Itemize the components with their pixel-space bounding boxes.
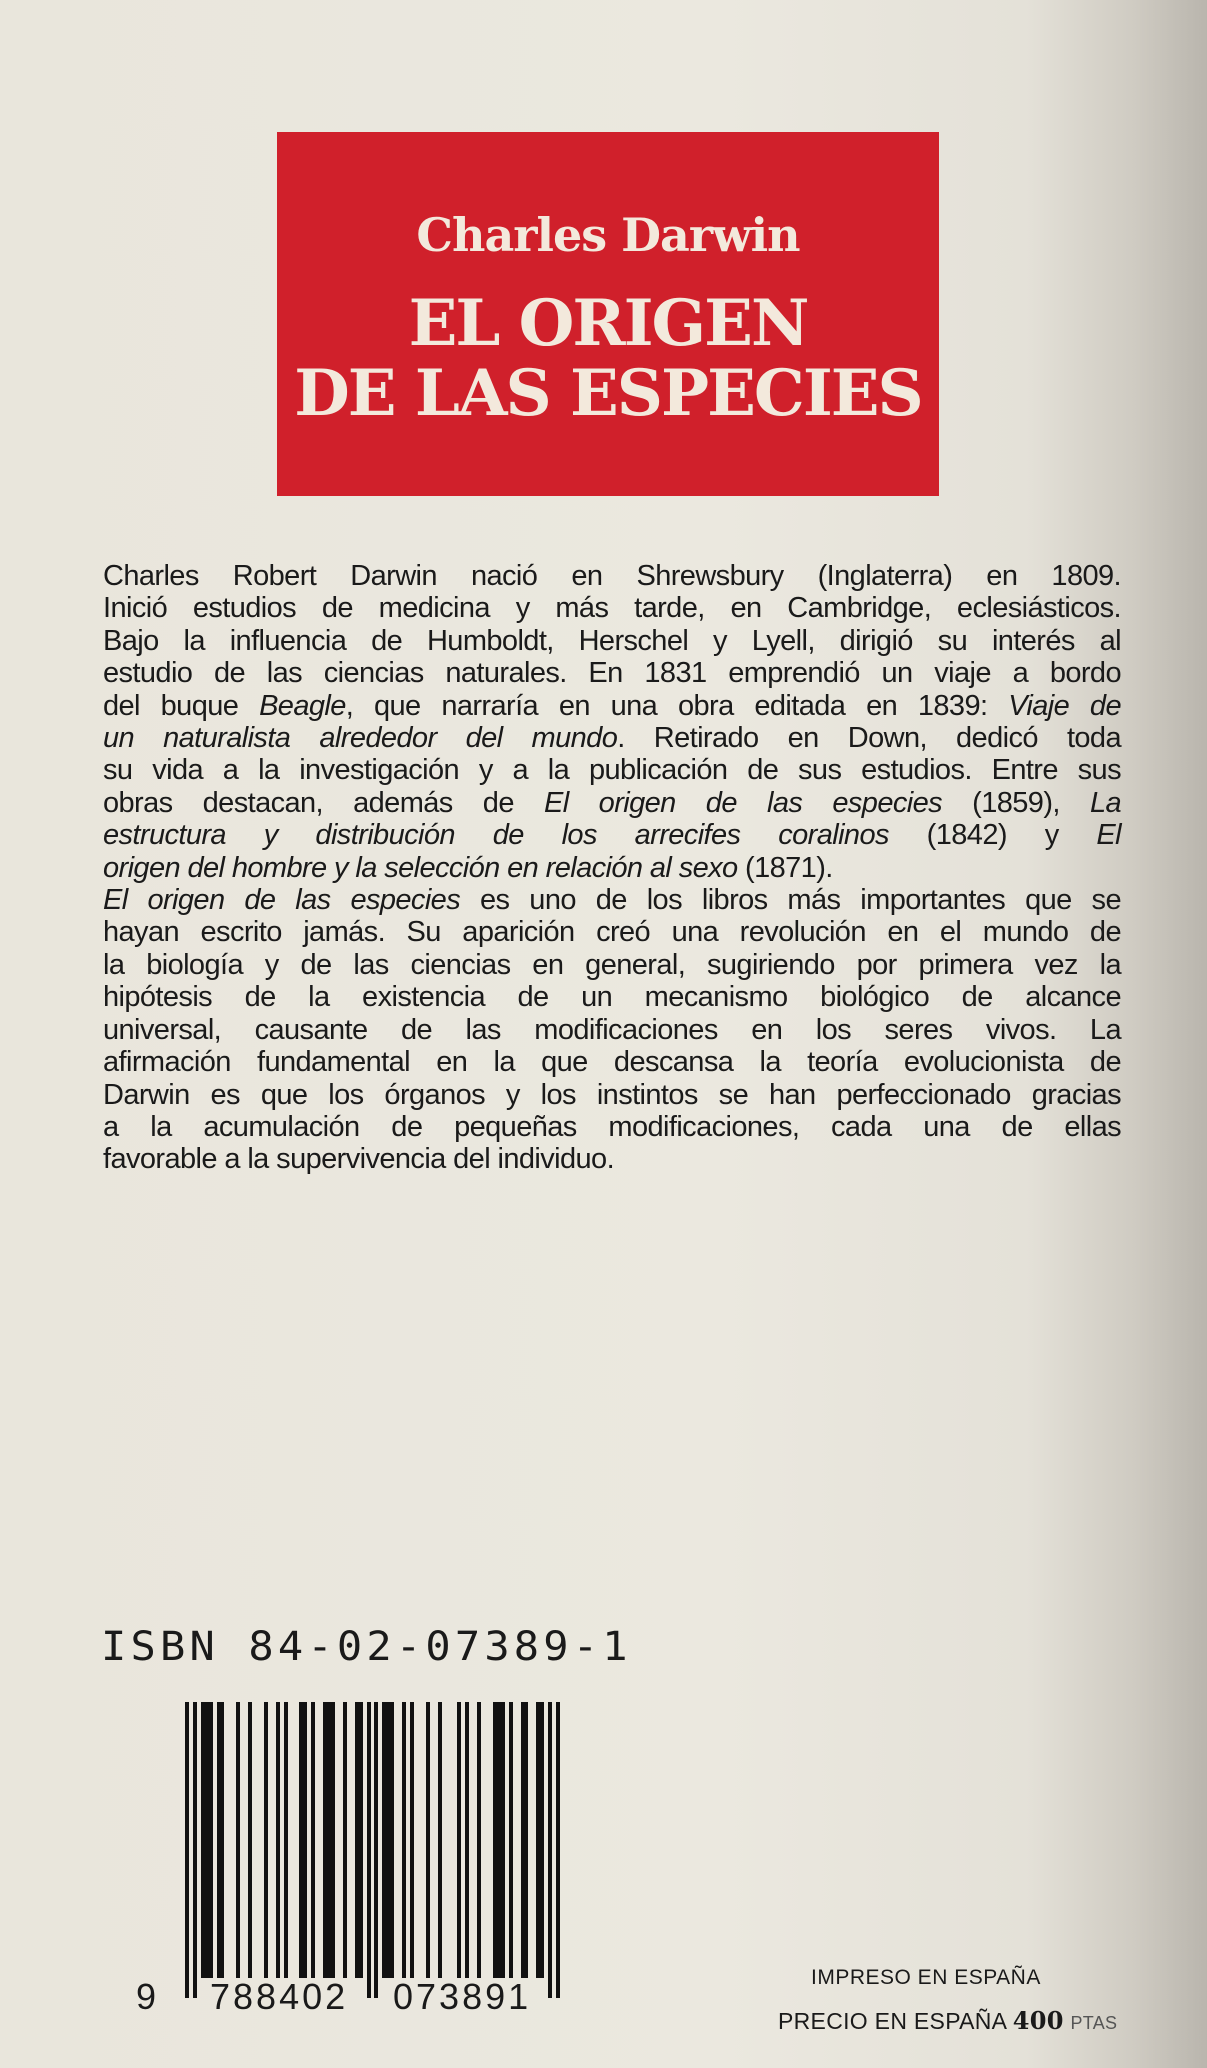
blurb-line-text <box>103 625 1121 657</box>
barcode-bar <box>323 1702 335 1978</box>
text-segment: es uno de los libros más importantes que se <box>460 884 1121 917</box>
italic-title: La <box>1089 786 1122 819</box>
text-segment: Inició estudios de medicina y más tarde, en Cambridge, eclesiásticos. <box>103 592 1121 625</box>
text-segment: (1842) y <box>888 819 1097 852</box>
barcode-bar <box>355 1702 363 1978</box>
isbn-number: ISBN 84-02-07389-1 <box>101 1624 632 1670</box>
text-segment: Darwin es que los órganos y los instintos se han perfeccionado gracias <box>103 1078 1121 1111</box>
barcode-bar <box>402 1702 406 1978</box>
blurb-line-text <box>103 819 1121 851</box>
blurb-line-text <box>103 949 1121 981</box>
blurb-line <box>103 1046 1121 1078</box>
text-segment: Charles Robert Darwin nació en Shrewsbury (Inglaterra) en 1809. <box>103 560 1121 592</box>
text-segment: del buque <box>103 689 260 722</box>
text-segment: favorable a la supervivencia del individuo. <box>103 1143 615 1176</box>
blurb-line-text <box>103 1143 614 1175</box>
barcode-bar <box>410 1702 414 1978</box>
barcode-bar <box>217 1702 225 1978</box>
italic-title: un naturalista alrededor del mundo <box>103 722 618 755</box>
blurb-line <box>103 754 1121 786</box>
blurb-line-text <box>103 560 1121 592</box>
blurb-line-text <box>103 1079 1121 1111</box>
blurb-line-text <box>103 981 1121 1013</box>
italic-title: Beagle <box>259 689 346 722</box>
barcode-bar <box>556 1702 560 1998</box>
italic-title: El origen de las especies <box>543 786 943 819</box>
barcode-bar <box>236 1702 240 1978</box>
italic-title: El <box>1096 819 1121 852</box>
blurb-line-text <box>103 1014 1121 1046</box>
barcode-bar <box>426 1702 430 1978</box>
text-segment: obras destacan, además de <box>103 786 544 819</box>
barcode-digit-first: 9 <box>136 1976 157 2017</box>
barcode-bar <box>185 1702 189 1998</box>
blurb-line <box>103 592 1121 624</box>
text-segment: universal, causante de las modificaciones en los seres vivos. La <box>103 1013 1121 1046</box>
text-segment: estudio de las ciencias naturales. En 1831 emprendió un viaje a bordo <box>103 657 1121 690</box>
blurb-line-text <box>103 916 1121 948</box>
blurb-line <box>103 1143 1121 1175</box>
text-segment: su vida a la investigación y a la publicación de sus estudios. Entre sus <box>103 754 1121 787</box>
blurb-line <box>103 1111 1121 1143</box>
text-segment: (1859), <box>942 786 1090 819</box>
barcode-bar <box>457 1702 461 1978</box>
barcode-bar <box>193 1702 197 1998</box>
italic-title: Viaje de <box>1008 689 1121 722</box>
blurb-line <box>103 852 1121 884</box>
blurb-line <box>103 1079 1121 1111</box>
blurb-line <box>103 560 1121 592</box>
blurb-line <box>103 884 1121 916</box>
barcode-bar <box>248 1702 252 1978</box>
italic-title: estructura y distribución de los arrecifes coralinos <box>103 819 889 852</box>
barcode-bar <box>311 1702 315 1978</box>
book-title-line-2: DE LAS ESPECIES <box>294 356 922 431</box>
text-segment: a la acumulación de pequeñas modificaciones, cada una de ellas <box>103 1110 1121 1143</box>
barcode-bar <box>521 1702 529 1978</box>
barcode-bar <box>367 1702 371 1998</box>
price-value: 400 <box>1012 2006 1064 2035</box>
barcode-digits-left: 788402 <box>210 1976 349 2017</box>
barcode-bar <box>493 1702 505 1978</box>
barcode-bar <box>276 1702 280 1978</box>
price-line <box>778 2006 1117 2035</box>
blurb-line <box>103 981 1121 1013</box>
blurb-line <box>103 722 1121 754</box>
blurb-line <box>103 690 1121 722</box>
blurb-line-text <box>103 852 833 884</box>
blurb-line <box>103 949 1121 981</box>
text-segment: la biología y de las ciencias en general, sugiriendo por primera vez la <box>103 948 1121 981</box>
barcode-bar <box>548 1702 552 1998</box>
price-unit: PTAS <box>1070 2013 1118 2033</box>
barcode-bar <box>477 1702 481 1978</box>
printed-in-label: IMPRESO EN ESPAÑA <box>811 1966 1041 1989</box>
price-label: PRECIO EN ESPAÑA <box>778 2008 1007 2034</box>
blurb-line <box>103 819 1121 851</box>
text-segment: hayan escrito jamás. Su aparición creó una revolución en el mundo de <box>103 916 1121 949</box>
text-segment: Bajo la influencia de Humboldt, Herschel y Lyell, dirigió su interés al <box>103 624 1121 657</box>
barcode-bar <box>374 1702 378 1998</box>
blurb-text <box>103 560 1121 1176</box>
barcode-bar <box>465 1702 469 1978</box>
blurb-line-text <box>103 1046 1121 1078</box>
barcode-bar <box>201 1702 213 1978</box>
barcode-bar <box>509 1702 513 1978</box>
text-segment: afirmación fundamental en la que descansa la teoría evolucionista de <box>103 1046 1121 1079</box>
barcode-bar <box>343 1702 347 1978</box>
barcode-bar <box>438 1702 442 1978</box>
blurb-line <box>103 625 1121 657</box>
barcode-bar <box>299 1702 307 1978</box>
title-box <box>277 132 939 496</box>
blurb-line <box>103 916 1121 948</box>
text-segment: (1871). <box>737 851 833 884</box>
barcode-bar <box>536 1702 544 1978</box>
barcode-bar <box>284 1702 288 1978</box>
blurb-line-text <box>103 1111 1121 1143</box>
blurb-line-text <box>103 657 1121 689</box>
blurb-line-text <box>103 690 1121 722</box>
barcode-bar <box>264 1702 268 1978</box>
text-segment: , que narraría en una obra editada en 1839: <box>345 689 1009 722</box>
blurb-line <box>103 657 1121 689</box>
barcode-digits-right: 073891 <box>393 1976 532 2017</box>
text-segment: . Retirado en Down, dedicó toda <box>617 722 1121 755</box>
italic-title: El origen de las especies <box>103 884 461 917</box>
barcode <box>185 1702 560 1998</box>
blurb-line-text <box>103 754 1121 786</box>
barcode-bar <box>382 1702 394 1978</box>
text-segment: hipótesis de la existencia de un mecanismo biológico de alcance <box>103 981 1121 1014</box>
blurb-line <box>103 787 1121 819</box>
blurb-line-text <box>103 787 1121 819</box>
blurb-line <box>103 1014 1121 1046</box>
italic-title: origen del hombre y la selección en relación al sexo <box>103 851 738 884</box>
blurb-line-text <box>103 592 1121 624</box>
blurb-line-text <box>103 722 1121 754</box>
book-title-line-1: EL ORIGEN <box>408 286 808 361</box>
blurb-line-text <box>103 884 1121 916</box>
author-name: Charles Darwin <box>416 208 800 262</box>
